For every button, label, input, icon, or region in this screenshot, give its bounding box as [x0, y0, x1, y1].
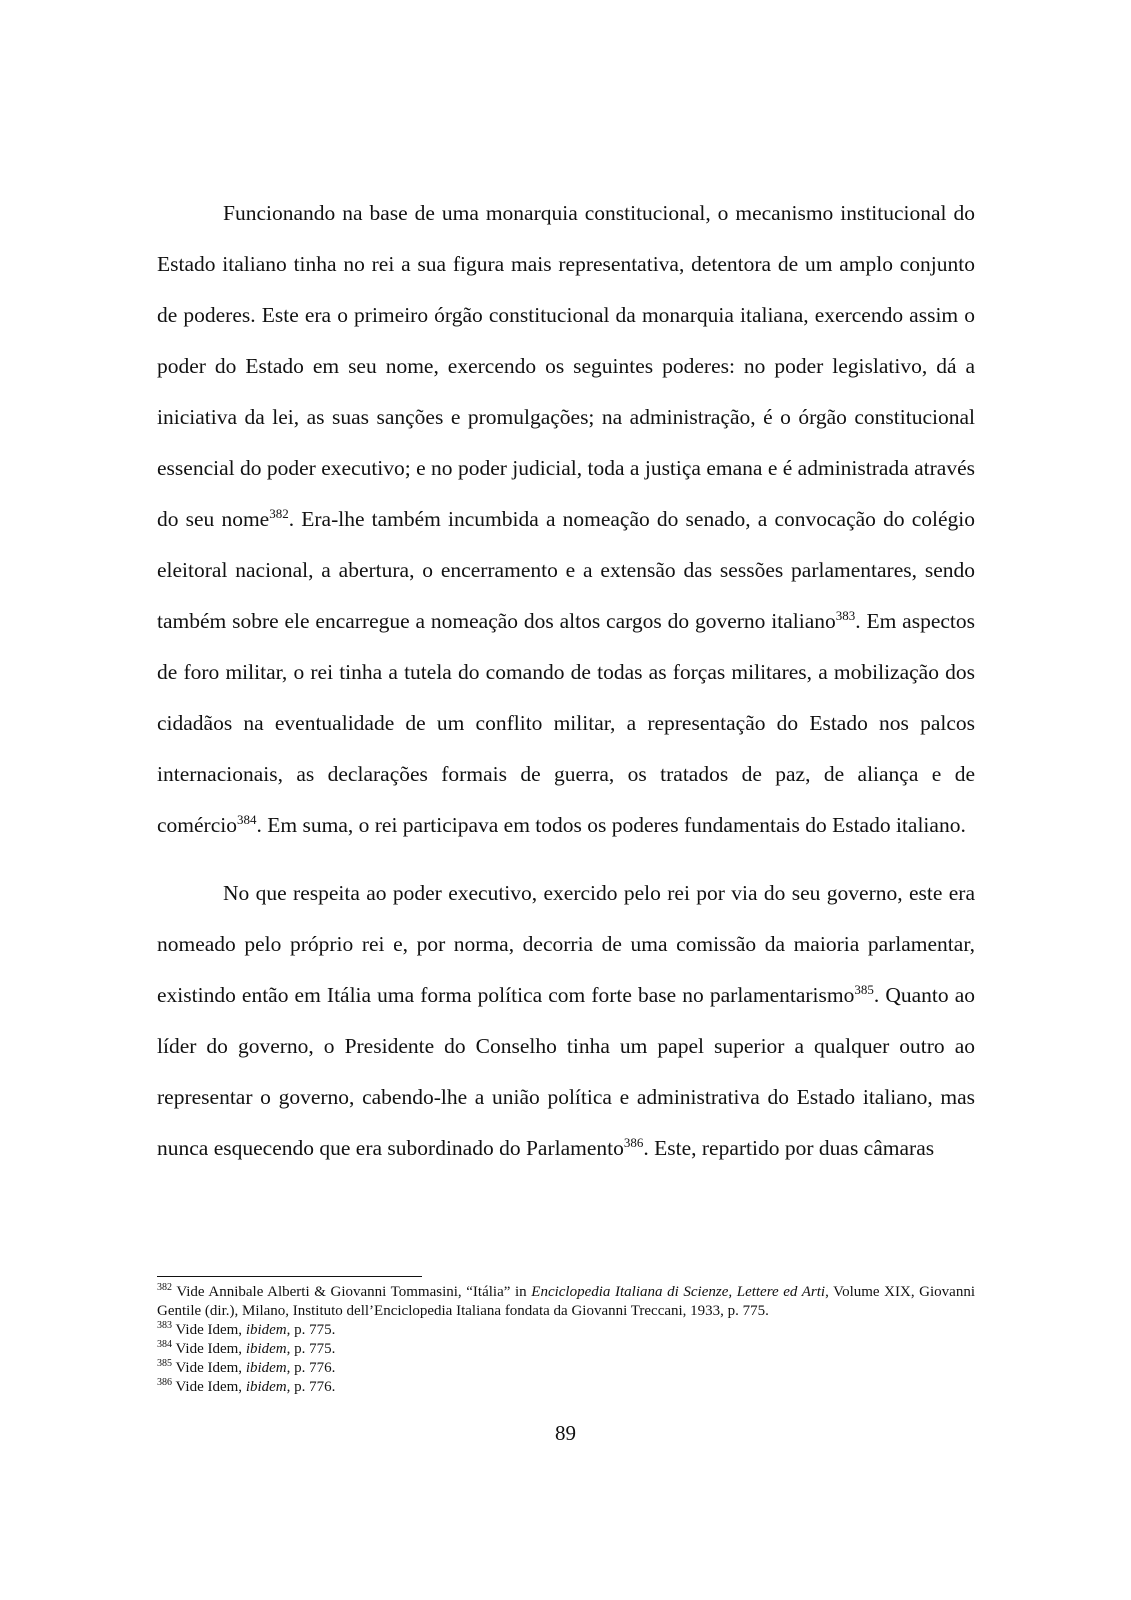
footnote-text: Vide Idem,: [172, 1322, 246, 1338]
footnote-reference-385: 385: [854, 981, 874, 997]
footnote-384: [157, 1340, 975, 1359]
footnote-number: 385: [157, 1358, 172, 1369]
paragraph-text: . Em suma, o rei participava em todos os poderes fundamentais do Estado italiano.: [256, 813, 966, 837]
footnote-text: Vide Idem,: [172, 1341, 246, 1357]
footnote-italic-title: ibidem: [245, 1379, 287, 1395]
footnote-reference-386: 386: [623, 1134, 644, 1150]
footnotes: [157, 1283, 975, 1397]
body-text: [157, 188, 975, 1174]
footnote-italic-title: ibidem: [245, 1341, 287, 1357]
footnote-number: 382: [157, 1282, 172, 1293]
footnote-reference-382: 382: [269, 505, 289, 521]
footnote-number: 384: [157, 1339, 172, 1350]
footnote-382: [157, 1283, 975, 1321]
footnote-383: [157, 1321, 975, 1340]
paragraph-executive-power: [157, 868, 975, 1174]
footnote-text: Vide Idem,: [172, 1379, 246, 1395]
footnote-text: , p. 775.: [286, 1322, 336, 1338]
footnote-text: Vide Annibale Alberti & Giovanni Tommasini, “Itália” in: [172, 1284, 532, 1300]
paragraph-text: No que respeita ao poder executivo, exercido pelo rei por via do seu governo, este era nomeado pelo próprio rei e, por norma, decorria de uma comissão da maioria parlamentar, existindo então em Itália uma forma política com forte base no parlamentarismo: [157, 881, 975, 1007]
footnote-386: [157, 1378, 975, 1397]
footnote-text: , p. 776.: [286, 1360, 336, 1376]
footnote-text: , Volume XIX, Giovanni Gentile (dir.), Milano, Instituto dell’Enciclopedia Italiana fondata da Giovanni Treccani, 1933, p. 775.: [157, 1284, 976, 1319]
footnote-text: Vide Idem,: [172, 1360, 246, 1376]
footnote-text: , p. 776.: [286, 1379, 336, 1395]
footnote-text: , p. 775.: [286, 1341, 336, 1357]
page-number: 89: [555, 1421, 576, 1445]
paragraph-monarchy: [157, 188, 975, 851]
footnote-italic-title: ibidem: [245, 1322, 287, 1338]
footnote-number: 386: [157, 1377, 172, 1388]
footnote-number: 383: [157, 1320, 172, 1331]
footnote-italic-title: ibidem: [245, 1360, 287, 1376]
footnote-reference-383: 383: [835, 607, 856, 623]
footnote-separator: [157, 1276, 422, 1277]
footnote-italic-title: Enciclopedia Italiana di Scienze, Lettere ed Arti: [531, 1284, 826, 1300]
paragraph-text: . Em aspectos de foro militar, o rei tinha a tutela do comando de todas as forças militares, a mobilização dos cidadãos na eventualidade de um conflito militar, a representação do Estado nos palcos internacionais, as declarações formais de guerra, os tratados de paz, de aliança e de comércio: [157, 609, 975, 837]
paragraph-text: . Este, repartido por duas câmaras: [643, 1136, 935, 1160]
paragraph-text: . Quanto ao líder do governo, o Presidente do Conselho tinha um papel superior a qualquer outro ao representar o governo, cabendo-lhe a união política e administrativa do Estado italiano, mas nunca esquecendo que era subordinado do Parlamento: [157, 983, 975, 1160]
paragraph-text: . Era-lhe também incumbida a nomeação do senado, a convocação do colégio eleitoral nacional, a abertura, o encerramento e a extensão das sessões parlamentares, sendo também sobre ele encarregue a nomeação dos altos cargos do governo italiano: [157, 507, 975, 633]
footnote-385: [157, 1359, 975, 1378]
paragraph-text: Funcionando na base de uma monarquia constitucional, o mecanismo institucional do Estado italiano tinha no rei a sua figura mais representativa, detentora de um amplo conjunto de poderes. Este era o primeiro órgão constitucional da monarquia italiana, exercendo assim o poder do Estado em seu nome, exercendo os seguintes poderes: no poder legislativo, dá a iniciativa da lei, as suas sanções e promulgações; na administração, é o órgão constitucional essencial do poder executivo; e no poder judicial, toda a justiça emana e é administrada através do seu nome: [157, 201, 975, 531]
footnote-reference-384: 384: [237, 811, 257, 827]
